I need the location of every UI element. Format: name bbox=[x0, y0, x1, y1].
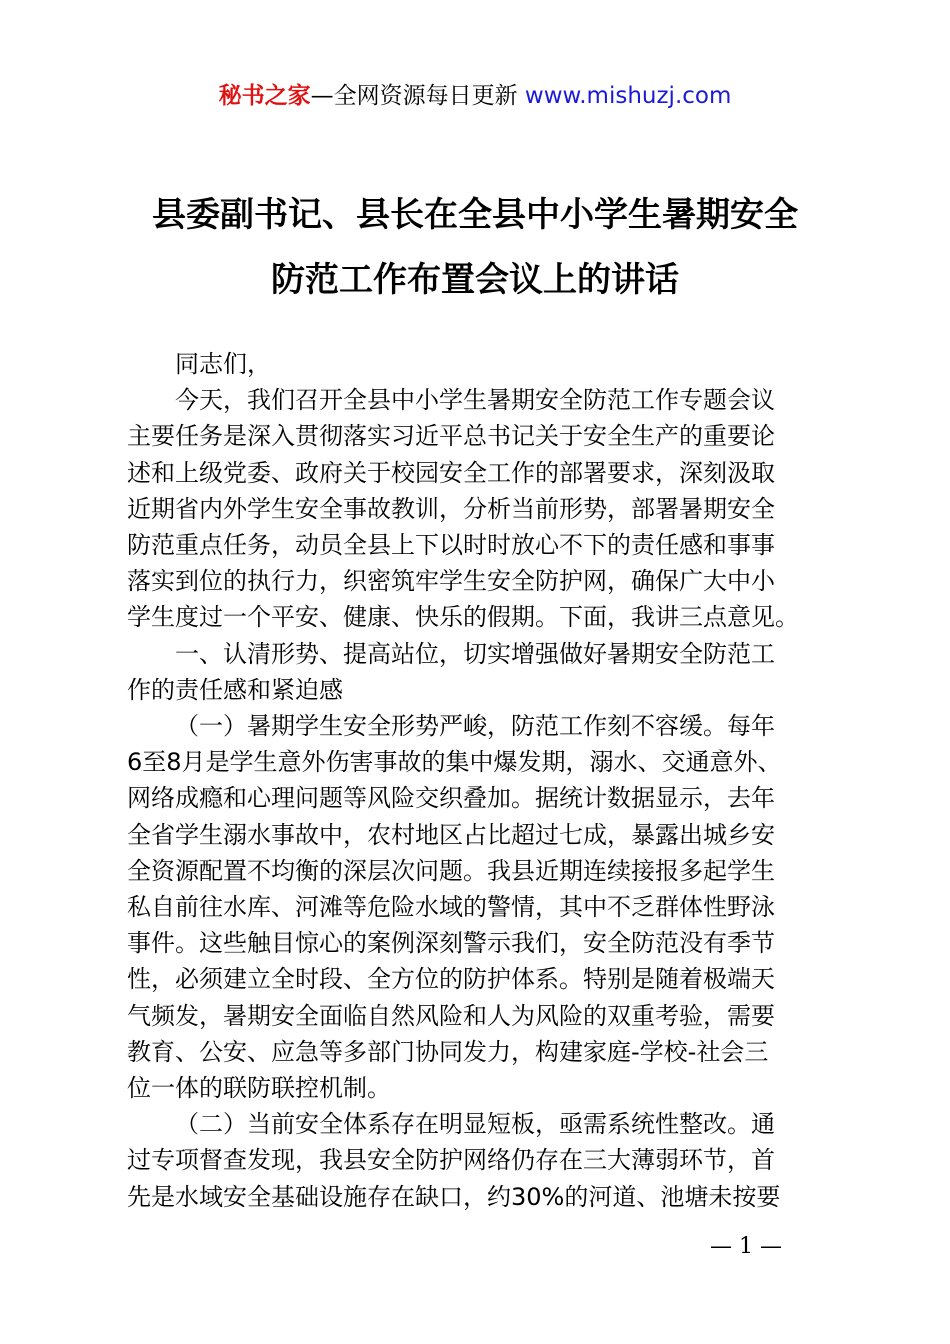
text-line: 事件。这些触目惊心的案例深刻警示我们，安全防范没有季节 bbox=[127, 929, 775, 958]
text-line: 落实到位的执行力，织密筑牢学生安全防护网，确保广大中小 bbox=[127, 567, 775, 596]
banner-slogan: —全网资源每日更新 bbox=[310, 83, 518, 109]
text-line: 私自前往水库、河滩等危险水域的警情，其中不乏群体性野泳 bbox=[127, 893, 775, 922]
text-line: 位一体的联防联控机制。 bbox=[127, 1074, 391, 1103]
page-number: — 1 — bbox=[710, 1234, 782, 1259]
text-line: （一）暑期学生安全形势严峻，防范工作刻不容缓。每年 bbox=[175, 712, 775, 741]
text-line: （二）当前安全体系存在明显短板，亟需系统性整改。通 bbox=[175, 1110, 775, 1139]
text-line: 过专项督查发现，我县安全防护网络仍存在三大薄弱环节，首 bbox=[127, 1146, 775, 1175]
intro-paragraph bbox=[127, 382, 833, 635]
paragraph-2 bbox=[127, 1106, 833, 1215]
document-title bbox=[0, 183, 950, 313]
greeting-text: 同志们， bbox=[175, 350, 271, 378]
greeting bbox=[127, 346, 833, 382]
text-line: 学生度过一个平安、健康、快乐的假期。下面，我讲三点意见。 bbox=[127, 603, 799, 632]
text-line: 性，必须建立全时段、全方位的防护体系。特别是随着极端天 bbox=[127, 965, 775, 994]
text-line: 防范重点任务，动员全县上下以时时放心不下的责任感和事事 bbox=[127, 531, 775, 560]
text-line: 教育、公安、应急等多部门协同发力，构建家庭-学校-社会三 bbox=[127, 1037, 769, 1066]
text-line: 近期省内外学生安全事故教训，分析当前形势，部署暑期安全 bbox=[127, 494, 775, 523]
text-line: 先是水域安全基础设施存在缺口，约30%的河道、池塘未按要 bbox=[127, 1182, 781, 1211]
title-line-1: 县委副书记、县长在全县中小学生暑期安全 bbox=[152, 195, 798, 235]
brand-name: 秘书之家 bbox=[218, 83, 311, 109]
paragraph-1 bbox=[127, 708, 833, 1106]
text-line: 全省学生溺水事故中，农村地区占比超过七成，暴露出城乡安 bbox=[127, 820, 775, 849]
site-banner bbox=[0, 80, 950, 112]
site-url[interactable]: www.mishuzj.com bbox=[517, 83, 732, 109]
text-line: 气频发，暑期安全面临自然风险和人为风险的双重考验，需要 bbox=[127, 1001, 775, 1030]
title-line-2: 防范工作布置会议上的讲话 bbox=[271, 260, 679, 300]
text-line: 述和上级党委、政府关于校园安全工作的部署要求，深刻汲取 bbox=[127, 458, 775, 487]
section-heading-1 bbox=[127, 636, 833, 708]
document-body bbox=[127, 346, 833, 1215]
text-line: 6至8月是学生意外伤害事故的集中爆发期，溺水、交通意外、 bbox=[127, 748, 782, 777]
text-line: 主要任务是深入贯彻落实习近平总书记关于安全生产的重要论 bbox=[127, 422, 775, 451]
text-line: 作的责任感和紧迫感 bbox=[127, 675, 343, 704]
text-line: 一、认清形势、提高站位，切实增强做好暑期安全防范工 bbox=[175, 639, 775, 668]
text-line: 今天，我们召开全县中小学生暑期安全防范工作专题会议 bbox=[175, 386, 775, 415]
text-line: 网络成瘾和心理问题等风险交织叠加。据统计数据显示，去年 bbox=[127, 784, 775, 813]
text-line: 全资源配置不均衡的深层次问题。我县近期连续接报多起学生 bbox=[127, 856, 775, 885]
